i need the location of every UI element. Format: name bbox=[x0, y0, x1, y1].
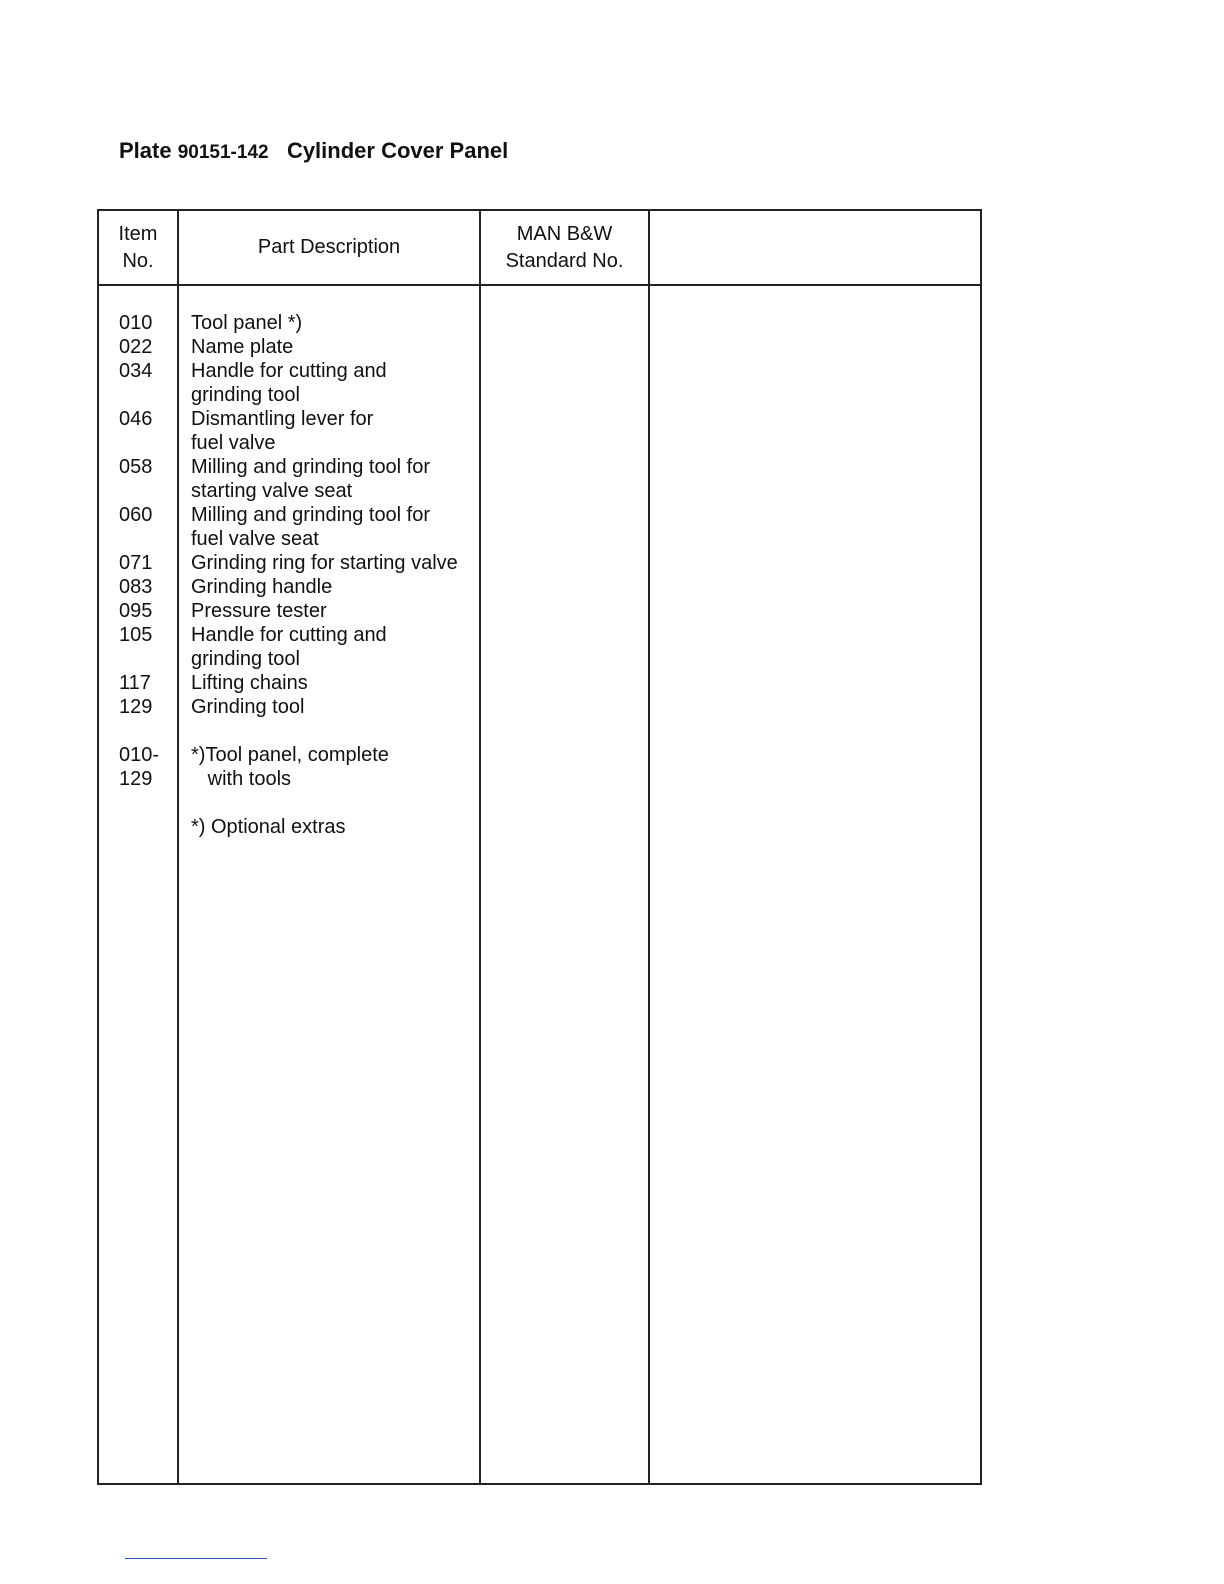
part-description: fuel valve bbox=[191, 432, 276, 454]
item-number: 058 bbox=[119, 456, 153, 478]
table-row bbox=[99, 503, 579, 527]
item-number: 129 bbox=[119, 696, 153, 718]
table-row bbox=[99, 575, 579, 599]
header-blank bbox=[650, 211, 980, 284]
plate-title bbox=[119, 138, 508, 164]
header-divider bbox=[99, 284, 980, 286]
part-description: with tools bbox=[191, 768, 292, 790]
row-gap bbox=[99, 791, 579, 815]
part-description: Dismantling lever for bbox=[191, 408, 374, 430]
part-description: Tool panel *) bbox=[191, 312, 303, 334]
item-number bbox=[99, 479, 177, 503]
plate-label: Plate bbox=[119, 138, 172, 163]
item-number bbox=[99, 527, 177, 551]
part-description: Grinding handle bbox=[191, 576, 333, 598]
item-number: 117 bbox=[119, 672, 151, 694]
plate-number: 90151-142 bbox=[177, 142, 269, 163]
table-row bbox=[99, 551, 579, 575]
item-number bbox=[99, 431, 177, 455]
table-row bbox=[99, 359, 579, 383]
table-row bbox=[99, 407, 579, 431]
table-row bbox=[99, 383, 579, 407]
footer-rule bbox=[125, 1558, 267, 1559]
item-number: 010- bbox=[119, 744, 160, 766]
table-row bbox=[99, 815, 579, 839]
table-row bbox=[99, 695, 579, 719]
row-gap bbox=[99, 719, 579, 743]
table-row bbox=[99, 623, 579, 647]
table-row bbox=[99, 431, 579, 455]
table-row bbox=[99, 335, 579, 359]
item-number: 034 bbox=[119, 360, 153, 382]
part-description: starting valve seat bbox=[191, 480, 353, 502]
table-row bbox=[99, 671, 579, 695]
header-standard-line2: Standard No. bbox=[505, 249, 624, 272]
header-standard-no bbox=[481, 211, 648, 284]
part-description: *) Optional extras bbox=[191, 816, 346, 838]
table-row bbox=[99, 527, 579, 551]
part-description: Pressure tester bbox=[191, 600, 327, 622]
part-description: Grinding tool bbox=[191, 696, 305, 718]
table-row bbox=[99, 767, 579, 791]
item-number: 046 bbox=[119, 408, 153, 430]
part-description: *)Tool panel, complete bbox=[191, 744, 389, 766]
header-description-label: Part Description bbox=[257, 236, 401, 258]
column-divider-3 bbox=[648, 211, 650, 1483]
part-description: grinding tool bbox=[191, 384, 300, 406]
header-item-line1: Item bbox=[118, 222, 158, 245]
part-description: Name plate bbox=[191, 336, 294, 358]
item-number bbox=[99, 815, 177, 839]
table-row bbox=[99, 479, 579, 503]
item-number bbox=[99, 383, 177, 407]
item-number: 105 bbox=[119, 624, 153, 646]
plate-name: Cylinder Cover Panel bbox=[286, 138, 509, 163]
item-number: 010 bbox=[119, 312, 153, 334]
item-number: 083 bbox=[119, 576, 153, 598]
table-row bbox=[99, 743, 579, 767]
item-number: 071 bbox=[119, 552, 153, 574]
part-description: Milling and grinding tool for bbox=[191, 456, 431, 478]
item-number: 022 bbox=[119, 336, 153, 358]
item-number: 060 bbox=[119, 504, 153, 526]
table-row bbox=[99, 599, 579, 623]
part-description: Grinding ring for starting valve bbox=[191, 552, 458, 574]
table-row bbox=[99, 647, 579, 671]
part-description: grinding tool bbox=[191, 648, 300, 670]
part-description: fuel valve seat bbox=[191, 528, 319, 550]
item-number: 095 bbox=[119, 600, 153, 622]
header-part-description bbox=[179, 211, 479, 284]
part-description: Handle for cutting and bbox=[191, 360, 387, 382]
part-description: Lifting chains bbox=[191, 672, 308, 694]
header-item-no bbox=[99, 211, 177, 284]
table-row bbox=[99, 455, 579, 479]
item-number: 129 bbox=[119, 768, 153, 790]
table-row bbox=[99, 311, 579, 335]
header-standard-line1: MAN B&W bbox=[516, 222, 613, 245]
parts-table bbox=[97, 209, 982, 1485]
header-item-line2: No. bbox=[122, 249, 154, 272]
item-number bbox=[99, 647, 177, 671]
part-description: Handle for cutting and bbox=[191, 624, 387, 646]
part-description: Milling and grinding tool for bbox=[191, 504, 431, 526]
parts-list bbox=[99, 311, 579, 839]
